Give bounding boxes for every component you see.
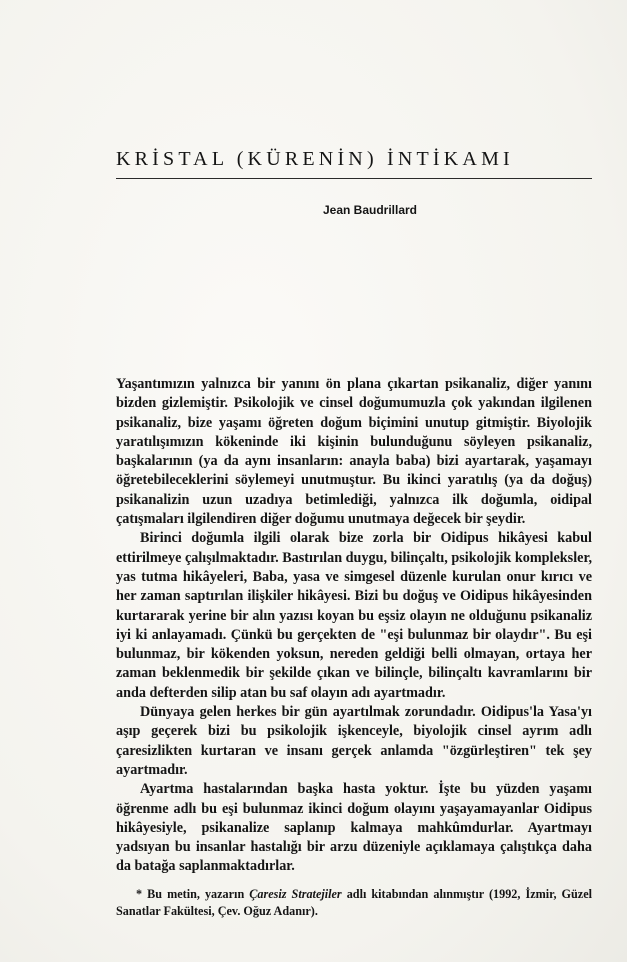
paragraph-3: Dünyaya gelen herkes bir gün ayartılmak zorundadır. Oidipus'la Yasa'yı aşıp geçerek bizi bu psikolojik işkenceyle, biyolojik cinsel ayrım adlı çaresizlikten kurtaran ve insanı gerçek anlamda "özgürleştiren" tek şey ayartmadır. — [116, 704, 592, 778]
author-name: Jean Baudrillard — [322, 203, 418, 217]
paragraph-4: Ayartma hastalarından başka hasta yoktur. İşte bu yüzden yaşamı öğrenme adlı bu eşi bulunmaz ikinci doğum olayını yaşayamayanlar Oidipus hikâyesiyle, psikanalize saplanıp kalmaya mahkûmdurlar. Ayartmayı yadsıyan bu insanlar hastalığı bir arzu düzeniyle açıklamaya çalıştıkça daha da batağa saplanmaktadırlar. — [116, 781, 592, 875]
paragraph-2: Birinci doğumla ilgili olarak bize zorla bir Oidipus hikâyesi kabul ettirilmeye çalışılmaktadır. Bastırılan duygu, bilinçaltı, psikolojik kompleksler, yas tutma hikâyeleri, Baba, yasa ve simgesel düzenle kurulan onur kırıcı ve her zaman saptırılan ilişkiler hikâyesi. Bizi bu doğuş ve Oidipus hikâyesinden kurtararak yerine bir alın yazısı koyan bu eşsiz olayın ne olduğunu psikanaliz iyi ki anlayamadı. Çünkü bu gerçekten de "eşi bulunmaz bir olaydır". Bu eşi bulunmaz, bir kökenden yoksun, nereden geldiği belli olmayan, ortaya her zaman beklenmedik bir şekilde çıkan ve bilinçle, bilinçaltı kavramlarını bir anda defterden silip atan bu saf olayın adı ayartmadır. — [116, 530, 592, 701]
footnote-text-before: Bu metin, yazarın — [142, 887, 250, 901]
footnote — [116, 886, 592, 920]
footnote-text-after: adlı kitabından alınmıştır (1992, İzmir, Güzel Sanatlar Fakültesi, Çev. Oğuz Adanır). — [116, 887, 592, 918]
title-rule — [116, 178, 592, 179]
footnote-marker: * — [136, 887, 143, 901]
article-title: KRİSTAL (KÜRENİN) İNTİKAMI — [116, 148, 514, 170]
paragraph-1: Yaşantımızın yalnızca bir yanını ön plana çıkartan psikanaliz, diğer yanını bizden gizlemiştir. Psikolojik ve cinsel doğumumuzla çok yakından ilgilenen psikanaliz, bize yaşamı öğreten doğum biçimini unutup gitmiştir. Biyolojik yaratılışımızın kökeninde iki kişinin bulunduğunu söyleyen psikanaliz, başkalarının (ya da aynı insanların: anayla baba) bizi ayartarak, yaşamayı öğretebileceklerini söylemeyi unutmuştur. Bu ikinci yaratılış (ya da doğuş) psikanalizin uzun uzadıya betimlediği, yalnızca ilk doğumla, oidipal çatışmaları ilgilendiren diğer doğumu unutmaya değecek bir şeydir. — [116, 376, 592, 528]
article-body — [116, 375, 592, 877]
footnote-book-title: Çaresiz Stratejiler — [249, 887, 342, 901]
